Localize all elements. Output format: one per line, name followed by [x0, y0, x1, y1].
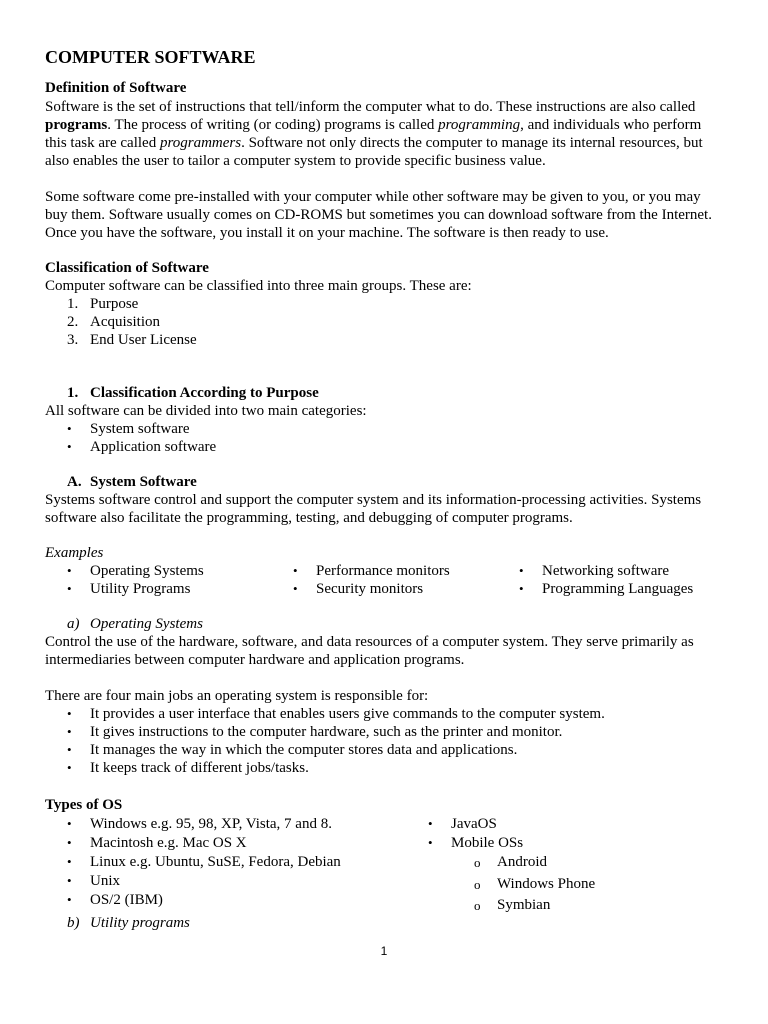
- bullet-icon: •: [67, 439, 72, 454]
- circle-bullet-icon: o: [474, 855, 481, 870]
- example-item: Performance monitors: [316, 563, 450, 579]
- os-line-2: intermediaries between computer hardware and application programs.: [45, 652, 465, 668]
- text-span: . Software not only directs the computer to manage its internal resources, but: [241, 135, 703, 151]
- bullet-icon: •: [67, 873, 72, 888]
- mobile-os-item: Android: [497, 854, 547, 870]
- section-number: 1.: [67, 385, 79, 401]
- classification-item: Acquisition: [90, 314, 160, 330]
- os-job-item: It keeps track of different jobs/tasks.: [90, 760, 309, 776]
- bullet-icon: •: [67, 724, 72, 739]
- bullet-icon: •: [67, 581, 72, 596]
- system-software-line-1: Systems software control and support the computer system and its information-processing activities. Systems: [45, 492, 702, 508]
- page-title: COMPUTER SOFTWARE: [45, 47, 256, 67]
- os-type-item: Linux e.g. Ubuntu, SuSE, Fedora, Debian: [90, 854, 341, 870]
- bullet-icon: •: [67, 706, 72, 721]
- mobile-os-item: Windows Phone: [497, 876, 596, 892]
- term-programming: programming: [438, 117, 521, 133]
- mobile-os-item: Symbian: [497, 897, 551, 913]
- definition-heading: Definition of Software: [45, 80, 187, 96]
- list-number: 1.: [67, 296, 79, 312]
- os-type-item: Macintosh e.g. Mac OS X: [90, 835, 247, 851]
- bullet-icon: •: [519, 563, 524, 578]
- utility-programs-heading: Utility programs: [90, 915, 190, 931]
- bullet-icon: •: [293, 563, 298, 578]
- os-type-item: OS/2 (IBM): [90, 892, 163, 908]
- subsection-label: a): [67, 616, 80, 632]
- example-item: Utility Programs: [90, 581, 191, 597]
- classification-heading: Classification of Software: [45, 260, 209, 276]
- bullet-icon: •: [67, 421, 72, 436]
- classification-intro: Computer software can be classified into three main groups. These are:: [45, 278, 472, 294]
- purpose-item: System software: [90, 421, 190, 437]
- example-item: Programming Languages: [542, 581, 694, 597]
- definition-line-3: [45, 134, 703, 152]
- subsection-label: b): [67, 915, 80, 931]
- example-item: Networking software: [542, 563, 670, 579]
- purpose-heading: Classification According to Purpose: [90, 385, 319, 401]
- system-software-line-2: software also facilitate the programming, testing, and debugging of computer programs.: [45, 510, 573, 526]
- classification-item: End User License: [90, 332, 197, 348]
- system-software-heading: System Software: [90, 474, 197, 490]
- circle-bullet-icon: o: [474, 898, 481, 913]
- os-type-item: JavaOS: [451, 816, 497, 832]
- classification-item: Purpose: [90, 296, 139, 312]
- bullet-icon: •: [428, 835, 433, 850]
- bullet-icon: •: [67, 854, 72, 869]
- install-line-3: Once you have the software, you install it on your machine. The software is then ready to use.: [45, 225, 609, 241]
- purpose-intro: All software can be divided into two main categories:: [45, 403, 367, 419]
- os-type-item: Windows e.g. 95, 98, XP, Vista, 7 and 8.: [90, 816, 332, 832]
- circle-bullet-icon: o: [474, 877, 481, 892]
- os-job-item: It provides a user interface that enables users give commands to the computer system.: [90, 706, 605, 722]
- os-jobs-intro: There are four main jobs an operating system is responsible for:: [45, 688, 429, 704]
- os-job-item: It manages the way in which the computer stores data and applications.: [90, 742, 518, 758]
- os-type-item: Mobile OSs: [451, 835, 524, 851]
- bullet-icon: •: [67, 892, 72, 907]
- example-item: Operating Systems: [90, 563, 204, 579]
- bullet-icon: •: [67, 563, 72, 578]
- section-letter: A.: [67, 474, 82, 490]
- bullet-icon: •: [67, 816, 72, 831]
- types-of-os-heading: Types of OS: [45, 797, 123, 813]
- term-programs: programs: [45, 117, 108, 133]
- os-type-item: Unix: [90, 873, 120, 889]
- list-number: 3.: [67, 332, 79, 348]
- text-span: . The process of writing (or coding) programs is called: [107, 117, 439, 133]
- bullet-icon: •: [67, 760, 72, 775]
- install-line-2: buy them. Software usually comes on CD-ROMS but sometimes you can download software from the Internet.: [45, 207, 712, 223]
- list-number: 2.: [67, 314, 79, 330]
- bullet-icon: •: [519, 581, 524, 596]
- bullet-icon: •: [67, 742, 72, 757]
- definition-line-2: [45, 116, 701, 134]
- term-programmers: programmers: [159, 135, 242, 151]
- os-job-item: It gives instructions to the computer hardware, such as the printer and monitor.: [90, 724, 563, 740]
- bullet-icon: •: [67, 835, 72, 850]
- definition-line-4: also enables the user to tailor a computer system to provide specific business value.: [45, 153, 546, 169]
- purpose-item: Application software: [90, 439, 217, 455]
- text-span: , and individuals who perform: [520, 117, 702, 133]
- example-item: Security monitors: [316, 581, 424, 597]
- text-span: this task are called: [45, 135, 160, 151]
- os-line-1: Control the use of the hardware, software, and data resources of a computer system. They serve primarily as: [45, 634, 694, 650]
- install-line-1: Some software come pre-installed with your computer while other software may be given to you, or you may: [45, 189, 701, 205]
- page-number: 1: [380, 944, 388, 958]
- bullet-icon: •: [293, 581, 298, 596]
- operating-systems-heading: Operating Systems: [90, 616, 203, 632]
- examples-label: Examples: [45, 545, 104, 561]
- bullet-icon: •: [428, 816, 433, 831]
- definition-line-1: Software is the set of instructions that tell/inform the computer what to do. These instructions are also called: [45, 99, 696, 115]
